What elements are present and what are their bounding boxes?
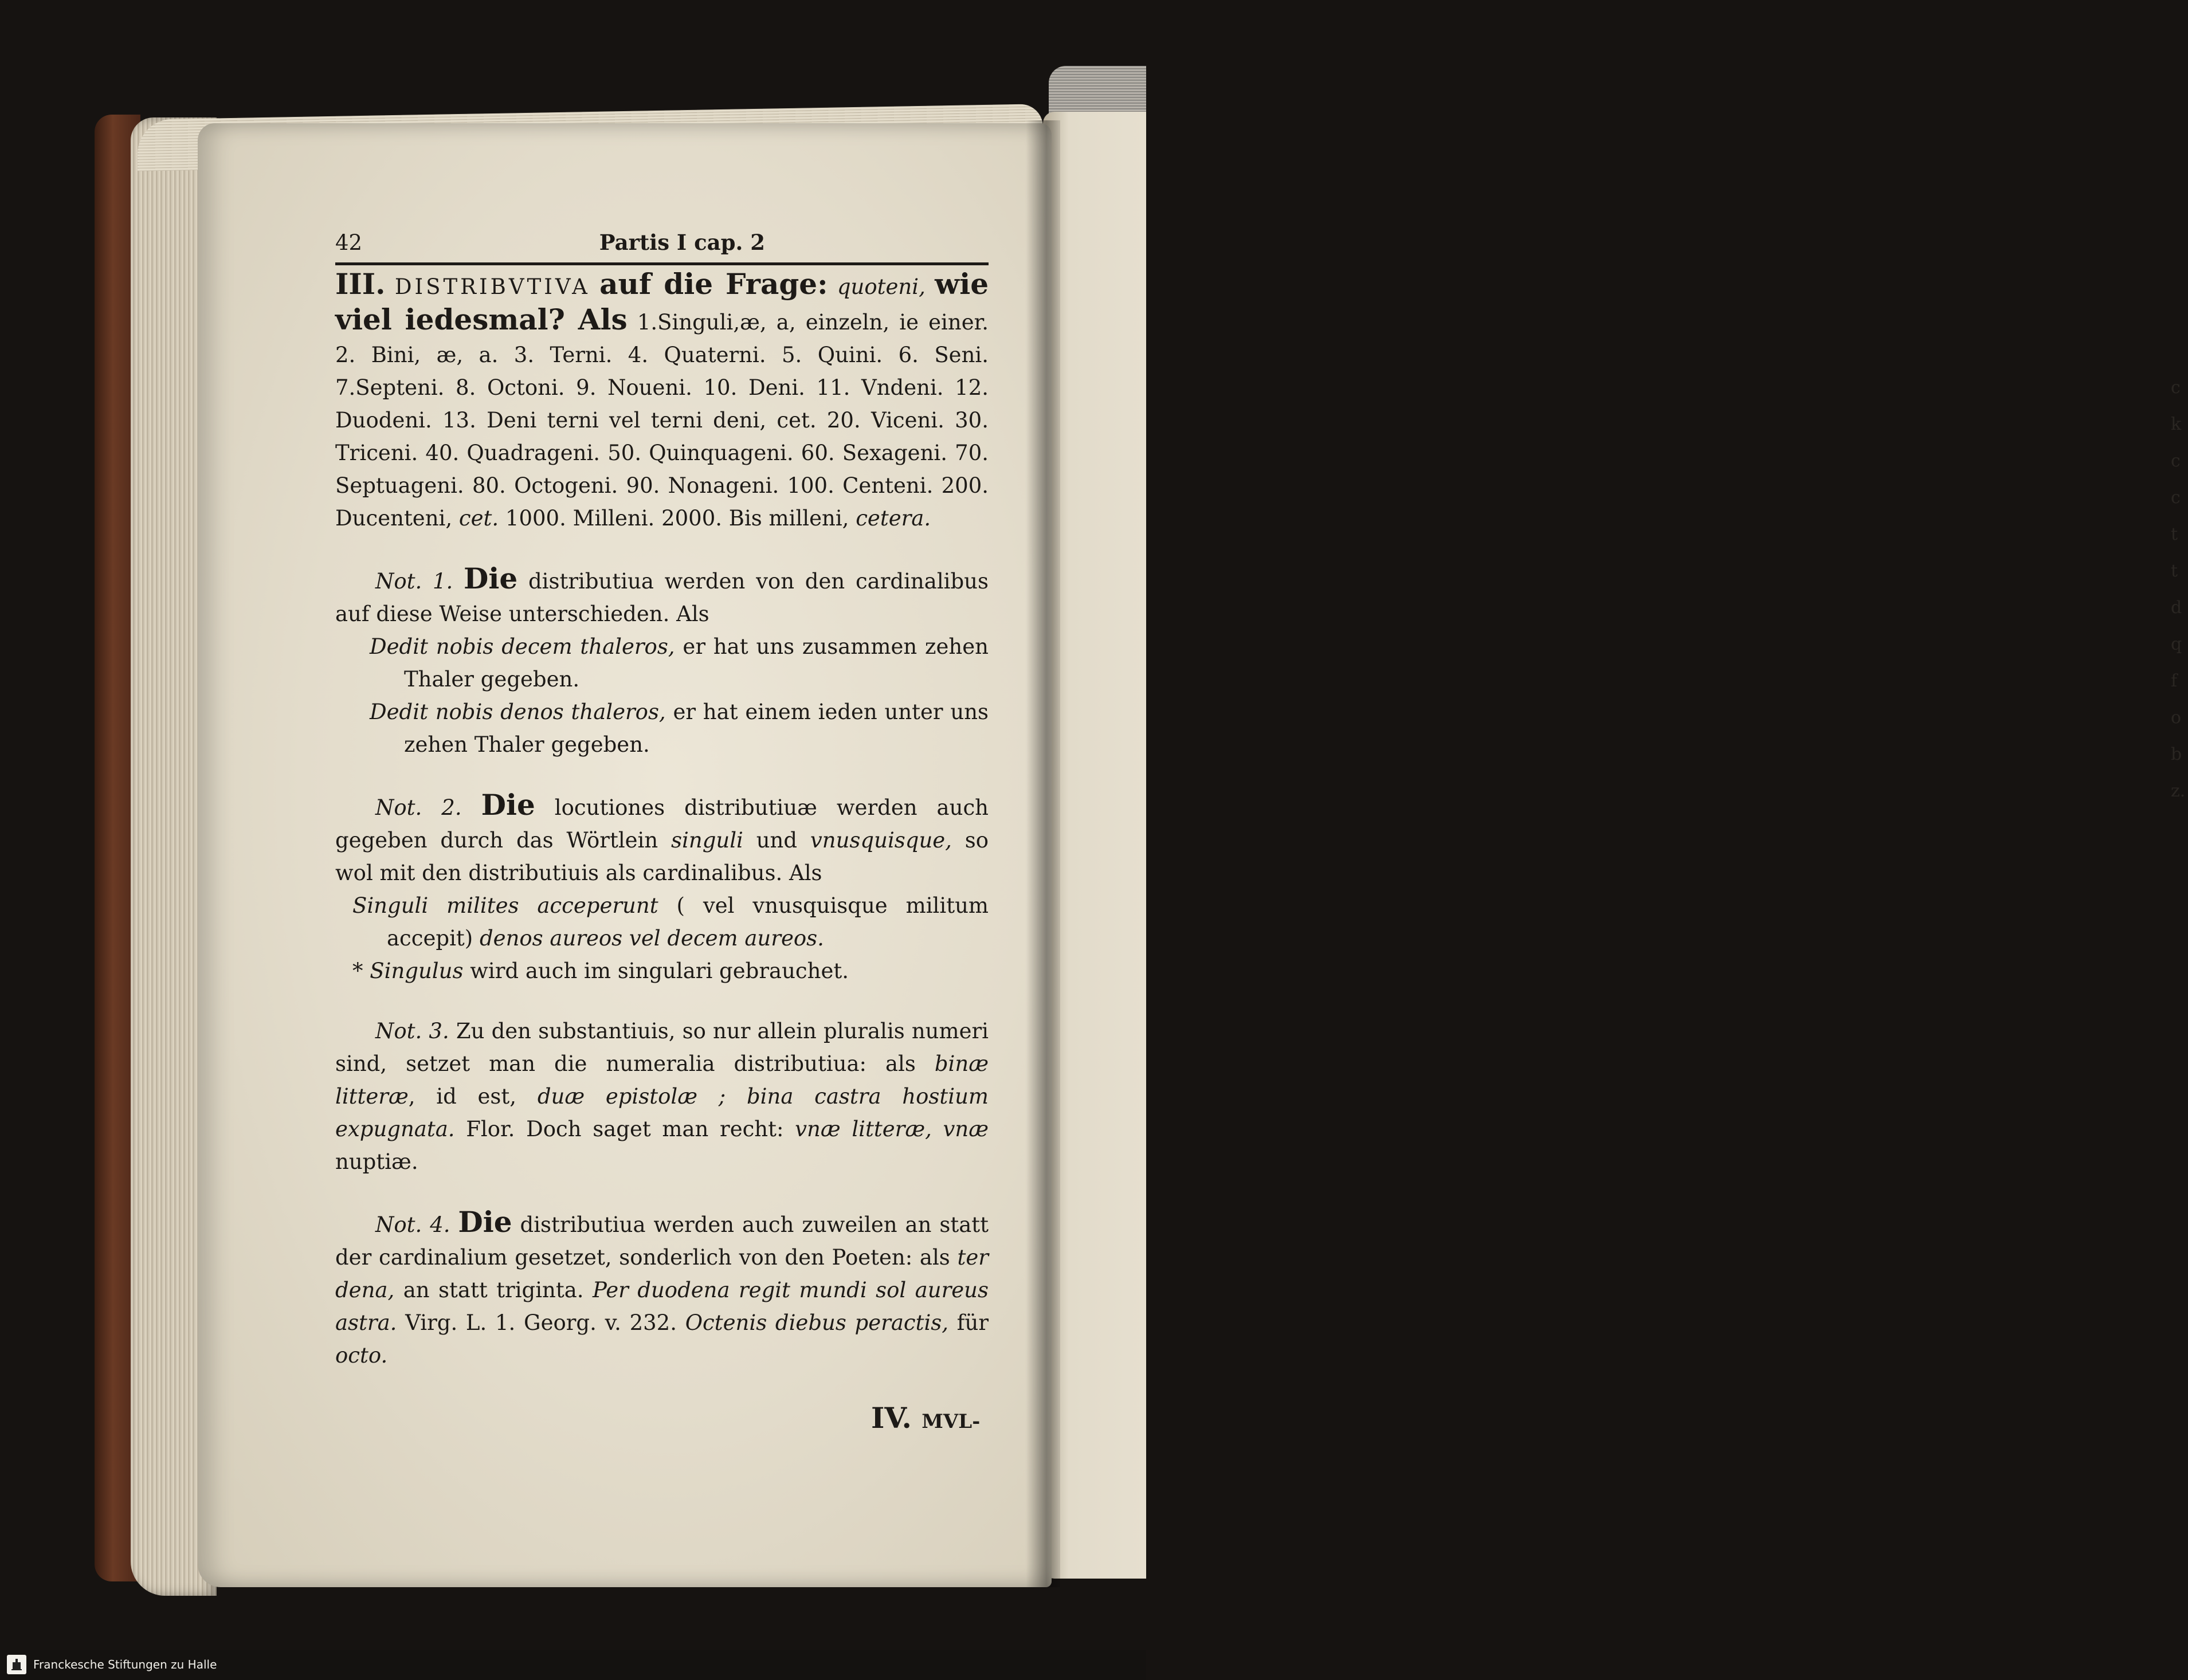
note-4-reference: Virg. L. 1. Georg. v. 232. — [405, 1310, 677, 1335]
section-term: DISTRIBVTIVA — [394, 274, 590, 299]
note-3-label: Not. 3. — [375, 1019, 449, 1043]
note-1-text: distributiua werden von den cardinalibus auf diese Weise unterschieden. Als — [335, 569, 989, 626]
note-1 — [335, 562, 989, 630]
note-2-example-la: Singuli milites acceperunt — [352, 893, 658, 918]
note-2-star-de: wird auch im singulari gebrauchet. — [470, 959, 849, 983]
note-3-example-1: binæ litteræ — [335, 1051, 989, 1109]
section-cetera: cetera. — [856, 506, 931, 531]
note-4-quote: Per duodena regit mundi sol aureus astra. — [335, 1278, 989, 1335]
right-margin-fragment: c — [2171, 488, 2181, 508]
right-margin-fragment: t — [2171, 524, 2178, 544]
footer-bar — [0, 1650, 1146, 1680]
note-2-example-la2: denos aureos vel decem aureos. — [480, 926, 824, 951]
institution-logo-icon — [7, 1655, 26, 1674]
note-3-example-4: vnæ litteræ, vnæ — [795, 1117, 989, 1141]
page-number: 42 — [335, 230, 363, 255]
note-2-text-a: locutiones distributiuæ werden auch gegeben durch das Wörtlein — [335, 795, 989, 853]
section-body: 1.Singuli,æ, a, einzeln, ie einer. 2. Bini, æ, a. 3. Terni. 4. Quaterni. 5. Quini. 6. Seni. 7.Septeni. 8. Octoni. 9. Noueni. 10. Deni. 11. Vndeni. 12. Duodeni. 13. Deni terni vel terni deni, cet. 20. Viceni. 30. Triceni. 40. Quadrageni. 50. Quinquageni. 60. Sexageni. 70. Septuageni. 80. Octogeni. 90. Nonageni. 100. Centeni. 200. Ducenteni, — [335, 310, 989, 531]
section-body-end: 1000. Milleni. 2000. Bis milleni, — [505, 506, 849, 531]
note-3-example-2: duæ epistolæ ; — [537, 1084, 726, 1109]
right-margin-fragment: o — [2171, 708, 2182, 728]
note-1-lead: Die — [464, 562, 518, 595]
section-distributiva — [335, 268, 989, 535]
note-3-example-3: bina castra hostium expugnata. — [335, 1084, 989, 1141]
note-1-example-2 — [370, 696, 989, 761]
note-4-text-a: distributiua werden auch zuweilen an statt der cardinalium gesetzet, sonderlich von den Poeten: als — [335, 1212, 989, 1270]
note-2-word-singuli: singuli — [671, 828, 743, 853]
note-4 — [335, 1206, 989, 1372]
note-3-flor: Flor. — [466, 1117, 515, 1141]
running-title: Partis I cap. 2 — [599, 230, 765, 255]
note-2-star-remark — [352, 955, 989, 987]
section-cet: cet. — [458, 506, 499, 531]
right-margin-fragment: z. — [2171, 781, 2186, 801]
note-3-text-a: Zu den substantiuis, so nur allein pluralis numeri sind, setzet man die numeralia distributiua: als — [335, 1019, 989, 1076]
note-2-example-paren: ( vel vnusquisque militum accepit) — [387, 893, 989, 951]
right-margin-fragment: c — [2171, 451, 2181, 471]
right-margin-fragment: c — [2171, 378, 2181, 398]
note-1-example-2-de: er hat einem ieden unter uns zehen Thaler gegeben. — [404, 700, 989, 757]
right-margin-fragment: f — [2171, 671, 2178, 691]
page-text — [335, 226, 989, 1372]
note-2-word-vnusquisque: vnusquisque, — [810, 828, 952, 853]
running-header — [335, 226, 989, 265]
note-2-text-c: so wol mit den distributiuis als cardinalibus. Als — [335, 828, 989, 885]
note-1-example-1 — [370, 630, 989, 696]
catchword — [871, 1401, 980, 1435]
note-2-example — [352, 889, 989, 955]
note-3-id-est: , id est, — [408, 1084, 517, 1109]
right-margin-fragment: q — [2171, 634, 2182, 654]
note-2-text-b: und — [756, 828, 798, 853]
note-4-example-2: Octenis diebus peractis, — [685, 1310, 949, 1335]
note-3 — [335, 1015, 989, 1178]
note-3-text-b: Doch saget man recht: — [526, 1117, 784, 1141]
note-2-lead: Die — [481, 788, 535, 822]
right-margin-fragments — [2171, 370, 2188, 810]
note-2 — [335, 788, 989, 889]
note-4-text-c: für — [956, 1310, 989, 1335]
catchword-word: MVL- — [922, 1410, 981, 1433]
section-question-de: auf die Frage: — [599, 267, 828, 301]
right-margin-fragment: t — [2171, 561, 2178, 581]
note-4-lead: Die — [458, 1205, 512, 1239]
section-numeral: III. — [335, 267, 386, 301]
right-margin-fragment: k — [2171, 414, 2182, 434]
note-1-example-1-la: Dedit nobis decem thaleros, — [370, 634, 675, 659]
note-1-label: Not. 1. — [375, 569, 453, 594]
note-4-example-1: ter dena, — [335, 1245, 989, 1302]
note-1-example-2-la: Dedit nobis denos thaleros, — [370, 700, 666, 724]
right-margin-fragment: b — [2171, 744, 2182, 764]
note-2-star-la: * Singulus — [352, 959, 464, 983]
footer-institution: Franckesche Stiftungen zu Halle — [33, 1658, 217, 1671]
catchword-numeral: IV. — [871, 1401, 912, 1435]
section-question-la: quoteni, — [837, 274, 926, 299]
note-4-text-b: an statt triginta. — [403, 1278, 584, 1302]
gutter-shadow — [1026, 120, 1060, 1587]
section-line2: wie viel iedesmal? Als — [335, 267, 989, 336]
right-margin-fragment: d — [2171, 598, 2182, 618]
note-2-label: Not. 2. — [375, 795, 462, 820]
note-4-label: Not. 4. — [375, 1212, 450, 1237]
note-4-octo: octo. — [335, 1343, 388, 1368]
note-1-example-1-de: er hat uns zusammen zehen Thaler gegeben. — [404, 634, 989, 692]
note-3-nuptiae: nuptiæ. — [335, 1149, 418, 1174]
